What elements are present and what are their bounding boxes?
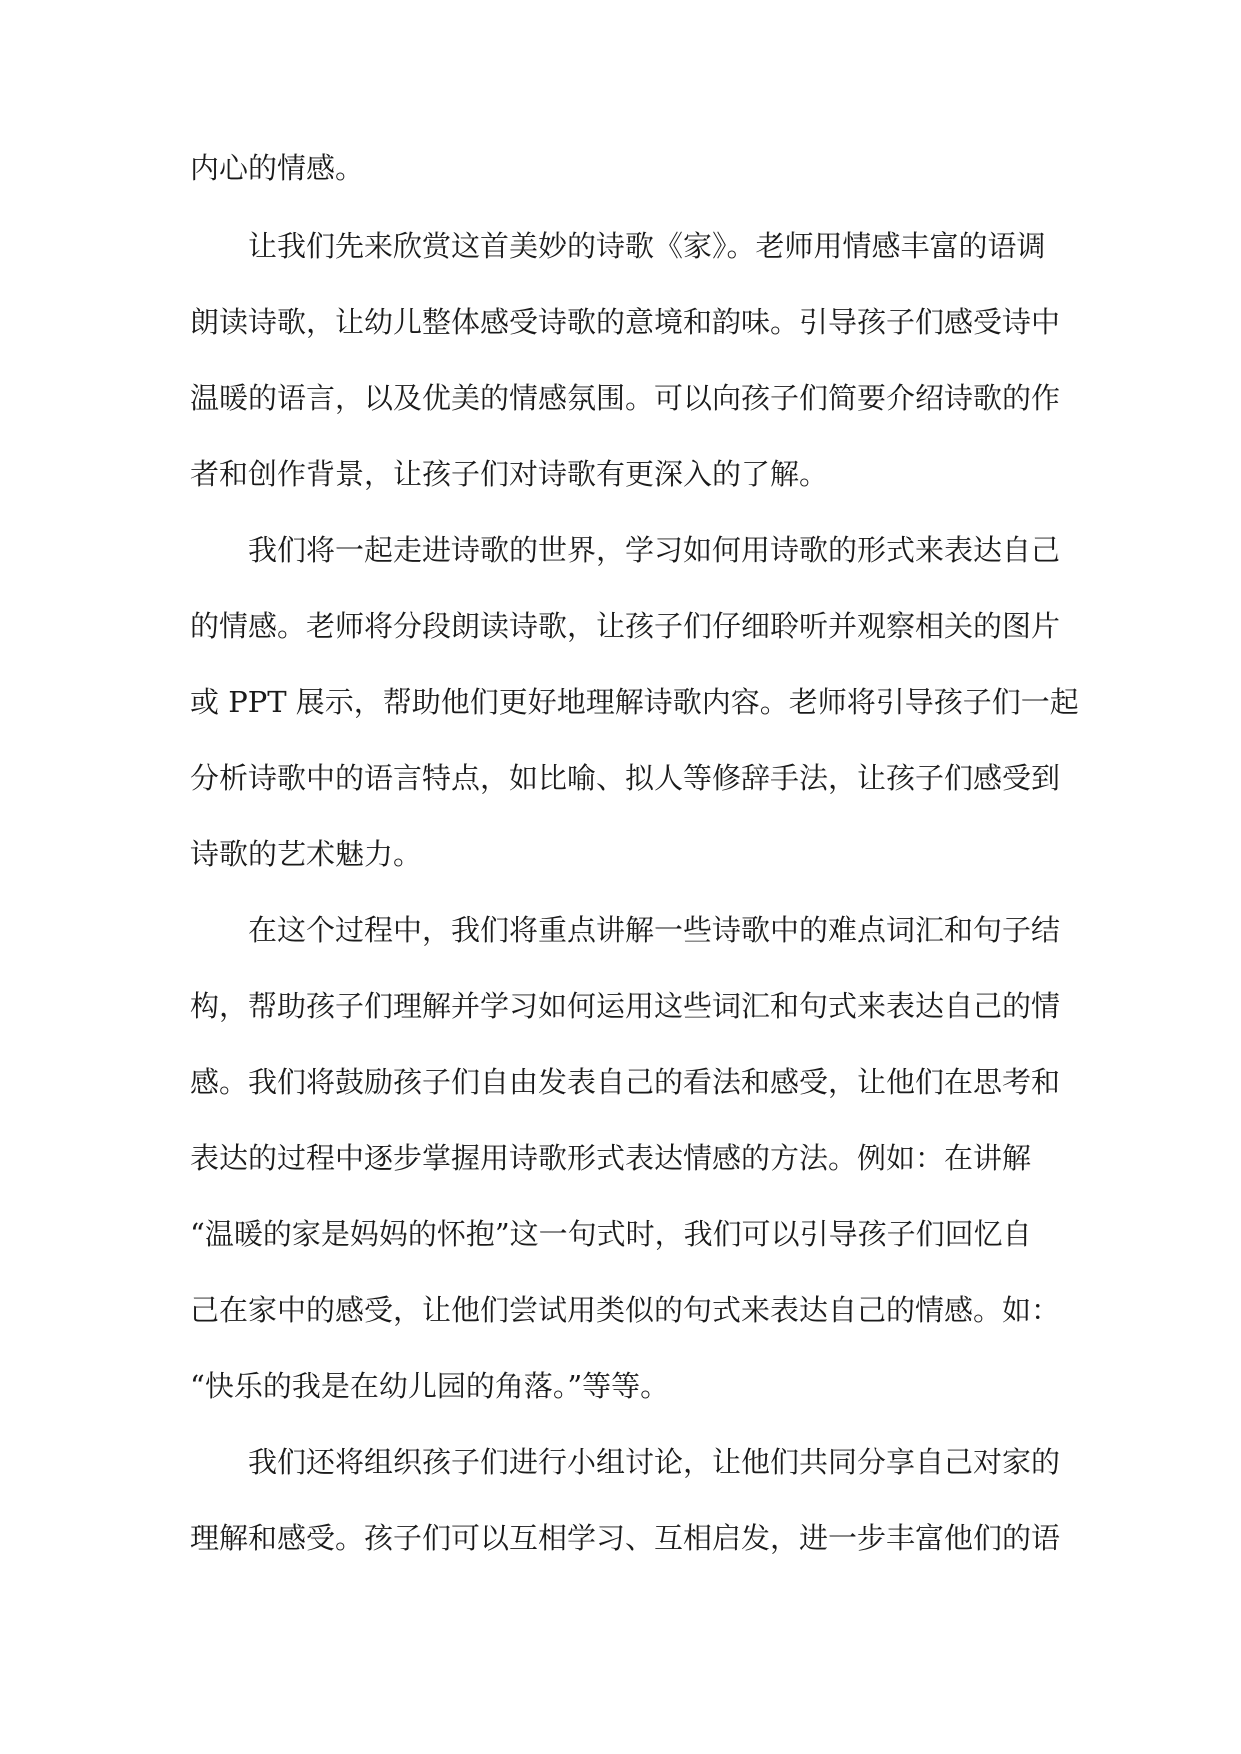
- text-line: 我们将一起走进诗歌的世界，学习如何用诗歌的形式来表达自己: [248, 533, 1061, 567]
- text-line: 分析诗歌中的语言特点，如比喻、拟人等修辞手法，让孩子们感受到: [190, 761, 1061, 795]
- text-line: “温暖的家是妈妈的怀抱”这一句式时，我们可以引导孩子们回忆自: [190, 1217, 1032, 1251]
- text-line: 朗读诗歌，让幼儿整体感受诗歌的意境和韵味。引导孩子们感受诗中: [190, 305, 1061, 339]
- text-line: 表达的过程中逐步掌握用诗歌形式表达情感的方法。例如：在讲解: [190, 1141, 1032, 1175]
- text-line: 者和创作背景，让孩子们对诗歌有更深入的了解。: [190, 457, 829, 491]
- text-line: 己在家中的感受，让他们尝试用类似的句式来表达自己的情感。如：: [190, 1293, 1061, 1327]
- text-line: 在这个过程中，我们将重点讲解一些诗歌中的难点词汇和句子结: [248, 913, 1061, 947]
- text-line: 让我们先来欣赏这首美妙的诗歌《家》。老师用情感丰富的语调: [248, 229, 1046, 263]
- text-line: 的情感。老师将分段朗读诗歌，让孩子们仔细聆听并观察相关的图片: [190, 609, 1061, 643]
- text-line: 感。我们将鼓励孩子们自由发表自己的看法和感受，让他们在思考和: [190, 1065, 1061, 1099]
- text-line: 温暖的语言，以及优美的情感氛围。可以向孩子们简要介绍诗歌的作: [190, 381, 1061, 415]
- text-line: 理解和感受。孩子们可以互相学习、互相启发，进一步丰富他们的语: [190, 1521, 1061, 1555]
- text-line: “快乐的我是在幼儿园的角落。”等等。: [190, 1369, 670, 1403]
- text-line: 诗歌的艺术魅力。: [190, 837, 423, 871]
- text-line: 构，帮助孩子们理解并学习如何运用这些词汇和句式来表达自己的情: [190, 989, 1061, 1023]
- text-line: 内心的情感。: [190, 151, 365, 185]
- text-line: 或 PPT 展示，帮助他们更好地理解诗歌内容。老师将引导孩子们一起: [190, 685, 1079, 719]
- text-line: 我们还将组织孩子们进行小组讨论，让他们共同分享自己对家的: [248, 1445, 1061, 1479]
